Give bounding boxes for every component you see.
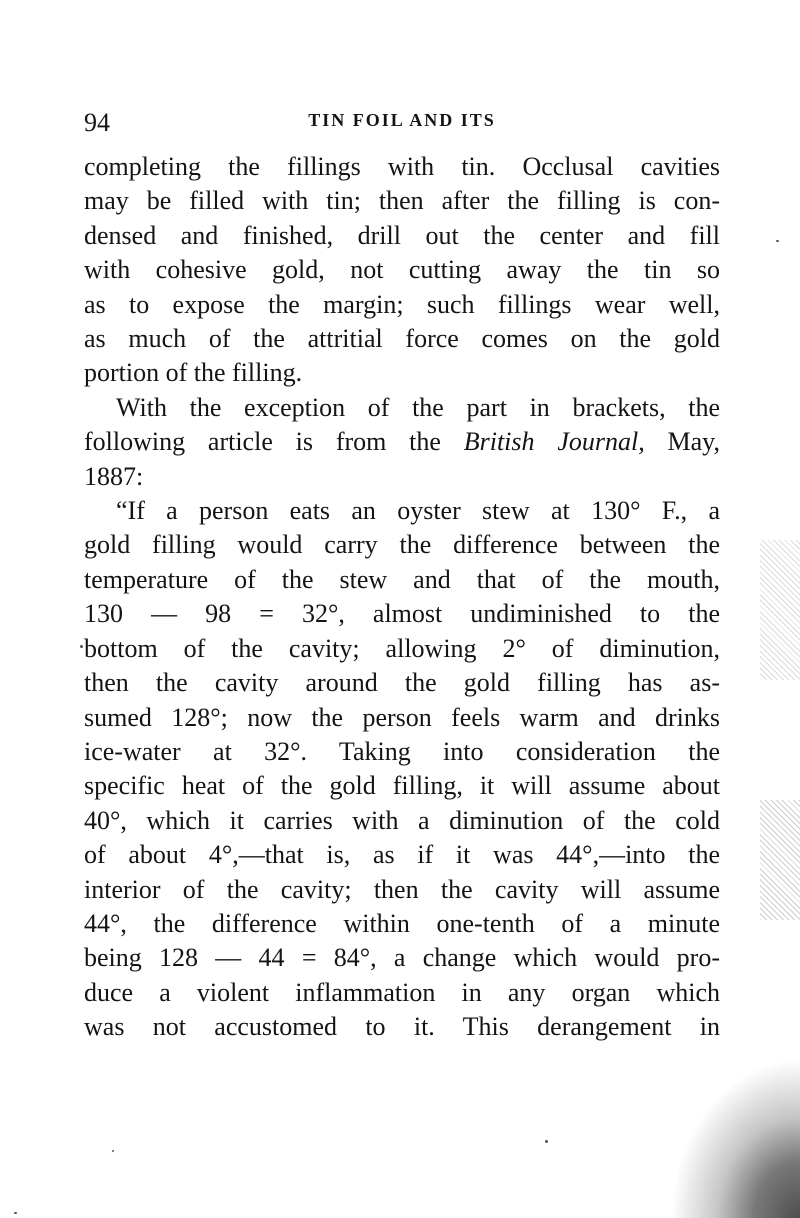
text-line: was not accustomed to it. This derangement in <box>84 1012 720 1042</box>
text-line: specific heat of the gold filling, it will assume about <box>84 771 720 801</box>
journal-title: British Journal, <box>463 427 645 457</box>
page-number: 94 <box>84 108 110 137</box>
text-line: sumed 128°; now the person feels warm and drinks <box>84 702 720 732</box>
paragraph-2 <box>84 391 720 494</box>
text-line: 1887: <box>84 461 144 491</box>
text-line: 40°, which it carries with a diminution of the cold <box>84 805 720 835</box>
text-line: With the exception of the part in brackets, the <box>116 392 720 422</box>
scan-speck <box>80 645 83 648</box>
text-line: 130 — 98 = 32°, almost undiminished to the <box>84 599 720 629</box>
text-line: then the cavity around the gold filling has as- <box>84 668 720 698</box>
text-line: gold filling would carry the difference between the <box>84 530 720 560</box>
text-line: with cohesive gold, not cutting away the tin so <box>84 255 720 285</box>
text-line: interior of the cavity; then the cavity will assume <box>84 874 720 904</box>
text-line: duce a violent inflammation in any organ which <box>84 977 720 1007</box>
text-line: temperature of the stew and that of the mouth, <box>84 564 720 594</box>
text-line: 44°, the difference within one-tenth of a minute <box>84 908 720 938</box>
text-line: portion of the filling. <box>84 358 303 388</box>
text-line: “If a person eats an oyster stew at 130° F., a <box>116 496 720 526</box>
text-line: as to expose the margin; such fillings wear well, <box>84 289 720 319</box>
scan-speck <box>545 1140 548 1143</box>
book-page <box>84 98 720 1045</box>
text-line: of about 4°,—that is, as if it was 44°,—into the <box>84 840 720 870</box>
text-line: completing the fillings with tin. Occlusal cavities <box>84 152 720 181</box>
text-segment: May, <box>644 427 720 457</box>
scan-speck <box>776 240 779 242</box>
text-line: may be filled with tin; then after the filling is con- <box>84 186 720 216</box>
text-line <box>84 425 720 459</box>
text-line: densed and finished, drill out the center and fill <box>84 220 720 250</box>
scan-speck <box>112 1150 114 1152</box>
text-line: ice-water at 32°. Taking into consideration the <box>84 736 720 766</box>
text-line: being 128 — 44 = 84°, a change which would pro- <box>84 943 720 973</box>
text-line: as much of the attritial force comes on the gold <box>84 324 720 354</box>
running-head: TIN FOIL AND ITS <box>308 110 496 130</box>
paragraph-1 <box>84 150 720 391</box>
paragraph-3 <box>84 494 720 1045</box>
text-segment: following article is from the <box>84 427 464 457</box>
scan-speck <box>14 1212 17 1214</box>
text-line: bottom of the cavity; allowing 2° of diminution, <box>84 633 720 663</box>
scan-shadow <box>670 1058 800 1218</box>
page-header <box>84 98 720 138</box>
scan-noise <box>760 800 800 920</box>
body-text <box>84 150 720 1045</box>
scan-noise <box>760 540 800 680</box>
